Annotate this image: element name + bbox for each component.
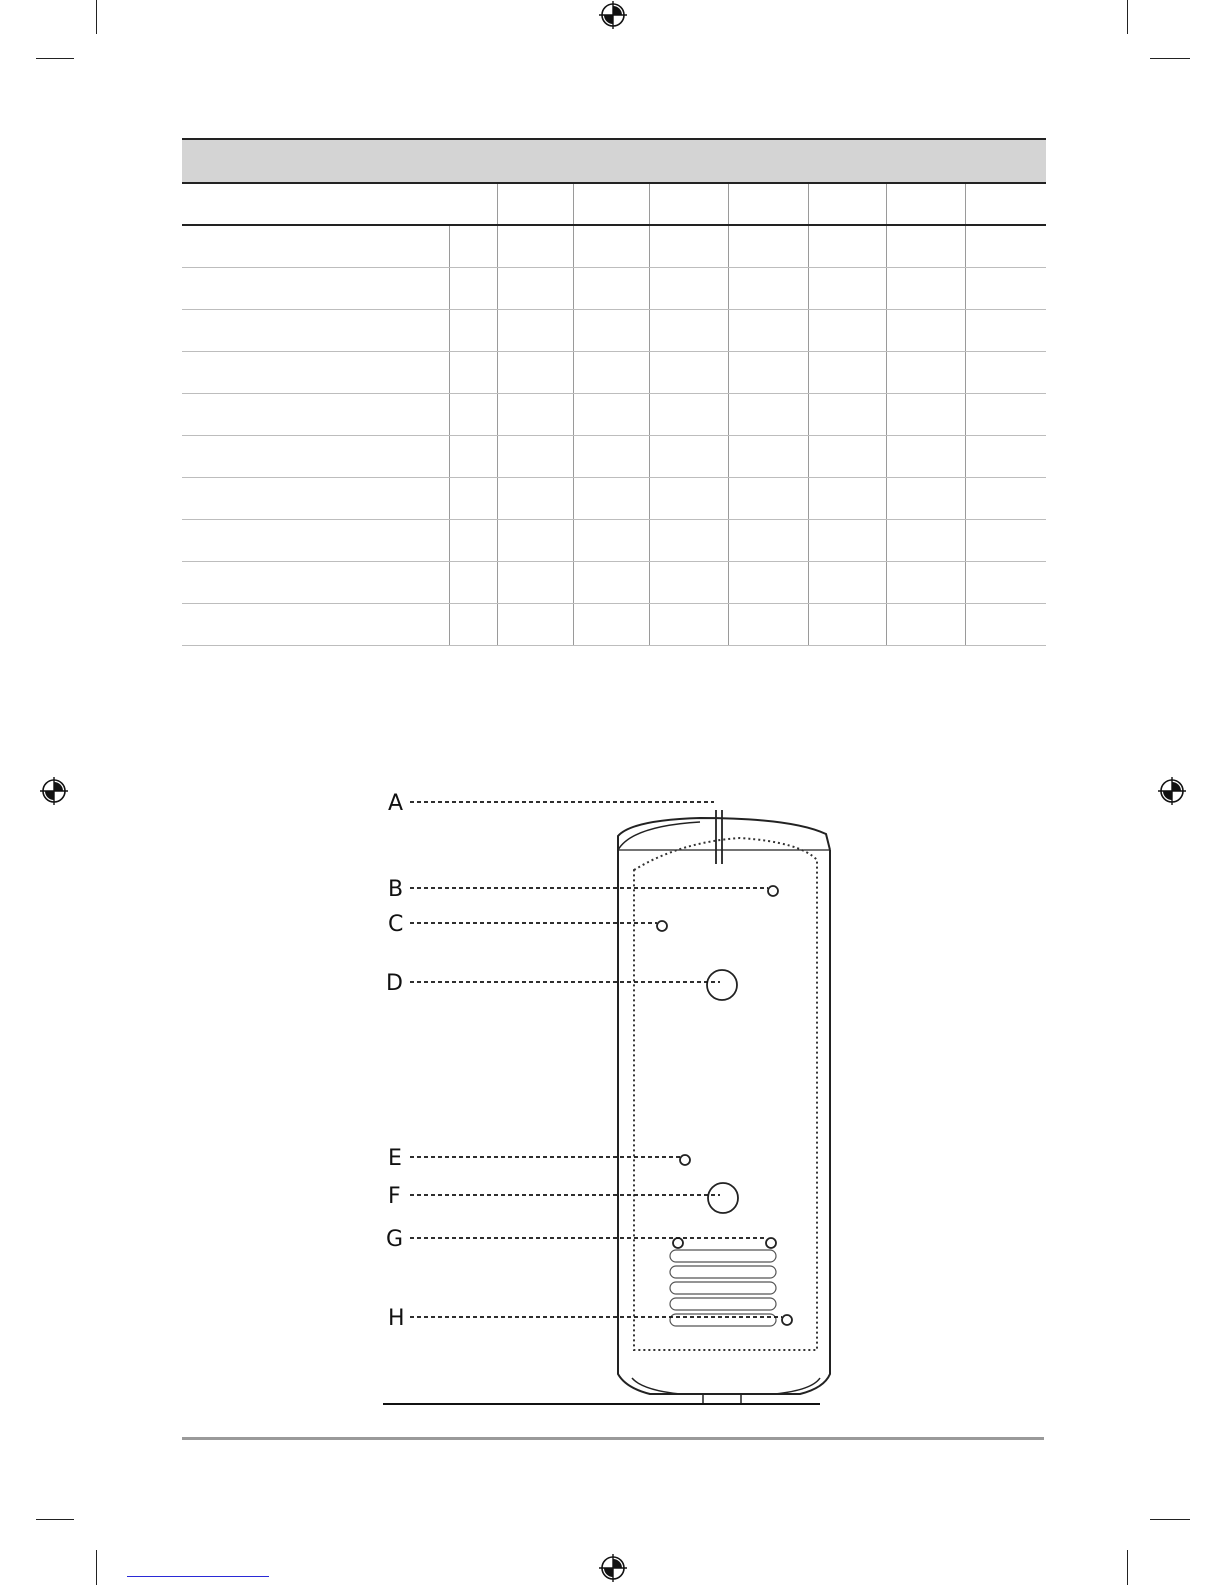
value-cell (497, 604, 573, 646)
unit-cell (449, 604, 497, 646)
value-cell (497, 478, 573, 520)
value-cell (728, 394, 808, 436)
heating-coil (670, 1250, 776, 1326)
value-cell (965, 520, 1046, 562)
registration-mark-icon (40, 777, 68, 805)
value-cell (886, 352, 965, 394)
unit-cell (449, 310, 497, 352)
value-cell (497, 225, 573, 268)
value-cell (573, 268, 649, 310)
value-cell (573, 604, 649, 646)
port-e (680, 1155, 690, 1165)
row-label-cell (182, 225, 449, 268)
table-row (182, 478, 1046, 520)
header-cell (182, 183, 497, 225)
unit-cell (449, 352, 497, 394)
registration-mark-icon (599, 1, 627, 29)
header-cell (497, 183, 573, 225)
row-label-cell (182, 394, 449, 436)
callout-label-h: H (388, 1306, 405, 1331)
callout-label-b: B (388, 877, 404, 902)
row-label-cell (182, 268, 449, 310)
cylinder-body-outline (618, 850, 830, 1394)
cylinder-top-dome-left (618, 822, 700, 850)
slug-line (127, 1576, 269, 1577)
footer-rule (182, 1437, 1044, 1440)
value-cell (649, 352, 728, 394)
crop-mark (1127, 1550, 1128, 1585)
value-cell (497, 310, 573, 352)
value-cell (728, 436, 808, 478)
crop-mark (96, 0, 97, 34)
specification-table (182, 138, 1046, 646)
value-cell (573, 520, 649, 562)
row-label-cell (182, 436, 449, 478)
value-cell (649, 225, 728, 268)
table-row (182, 394, 1046, 436)
value-cell (649, 478, 728, 520)
header-cell (808, 183, 886, 225)
value-cell (965, 268, 1046, 310)
callout-label-g: G (386, 1227, 404, 1252)
crop-mark (1127, 0, 1128, 34)
port-h (782, 1315, 792, 1325)
port-c (657, 921, 667, 931)
row-label-cell (182, 310, 449, 352)
cylinder-foot (703, 1394, 741, 1404)
value-cell (808, 604, 886, 646)
unit-cell (449, 520, 497, 562)
value-cell (728, 268, 808, 310)
table-row (182, 562, 1046, 604)
table-title (182, 139, 1046, 183)
value-cell (573, 352, 649, 394)
value-cell (573, 225, 649, 268)
table-row (182, 604, 1046, 646)
port-b (768, 886, 778, 896)
value-cell (886, 604, 965, 646)
value-cell (808, 225, 886, 268)
unit-cell (449, 478, 497, 520)
table-header-row (182, 183, 1046, 225)
value-cell (649, 310, 728, 352)
value-cell (886, 225, 965, 268)
value-cell (497, 394, 573, 436)
value-cell (497, 562, 573, 604)
crop-mark (96, 1550, 97, 1585)
unit-cell (449, 225, 497, 268)
port-f-boss (708, 1183, 738, 1213)
value-cell (886, 520, 965, 562)
value-cell (886, 268, 965, 310)
value-cell (808, 436, 886, 478)
table-row (182, 225, 1046, 268)
value-cell (808, 520, 886, 562)
value-cell (649, 562, 728, 604)
port-g-left (673, 1238, 683, 1248)
row-label-cell (182, 520, 449, 562)
value-cell (965, 478, 1046, 520)
value-cell (965, 436, 1046, 478)
unit-cell (449, 268, 497, 310)
value-cell (808, 394, 886, 436)
row-label-cell (182, 562, 449, 604)
cylinder-base (632, 1378, 820, 1394)
value-cell (965, 604, 1046, 646)
value-cell (497, 436, 573, 478)
port-g-right (766, 1238, 776, 1248)
value-cell (573, 436, 649, 478)
row-label-cell (182, 352, 449, 394)
value-cell (728, 604, 808, 646)
value-cell (728, 310, 808, 352)
row-label-cell (182, 604, 449, 646)
leader-lines (410, 802, 782, 1317)
registration-mark-icon (599, 1554, 627, 1582)
callout-label-a: A (388, 791, 404, 816)
value-cell (649, 604, 728, 646)
row-label-cell (182, 478, 449, 520)
value-cell (649, 268, 728, 310)
value-cell (573, 562, 649, 604)
callout-label-e: E (388, 1146, 402, 1171)
table-title-bar (182, 139, 1046, 183)
value-cell (886, 436, 965, 478)
crop-mark (36, 58, 74, 59)
table-row (182, 436, 1046, 478)
value-cell (497, 520, 573, 562)
table-row (182, 268, 1046, 310)
table-row (182, 310, 1046, 352)
value-cell (886, 562, 965, 604)
value-cell (808, 562, 886, 604)
header-cell (649, 183, 728, 225)
callout-label-d: D (386, 971, 403, 996)
value-cell (965, 394, 1046, 436)
header-cell (573, 183, 649, 225)
value-cell (728, 520, 808, 562)
port-d-boss (707, 970, 737, 1000)
insulation-outline (634, 838, 817, 1350)
value-cell (649, 394, 728, 436)
callout-label-f: F (388, 1184, 401, 1209)
value-cell (965, 352, 1046, 394)
table-row (182, 520, 1046, 562)
value-cell (808, 478, 886, 520)
value-cell (965, 225, 1046, 268)
header-cell (965, 183, 1046, 225)
value-cell (886, 478, 965, 520)
value-cell (965, 310, 1046, 352)
table-row (182, 352, 1046, 394)
value-cell (573, 310, 649, 352)
header-cell (886, 183, 965, 225)
value-cell (497, 268, 573, 310)
cylinder-top-dome (618, 818, 830, 850)
crop-mark (36, 1519, 74, 1520)
cylinder-diagram (380, 790, 840, 1410)
value-cell (573, 478, 649, 520)
unit-cell (449, 562, 497, 604)
value-cell (808, 268, 886, 310)
value-cell (728, 352, 808, 394)
value-cell (808, 310, 886, 352)
value-cell (573, 394, 649, 436)
value-cell (497, 352, 573, 394)
value-cell (728, 478, 808, 520)
value-cell (728, 225, 808, 268)
header-cell (728, 183, 808, 225)
value-cell (728, 562, 808, 604)
crop-mark (1150, 1519, 1190, 1520)
registration-mark-icon (1158, 777, 1186, 805)
unit-cell (449, 394, 497, 436)
value-cell (886, 394, 965, 436)
callout-label-c: C (388, 912, 404, 937)
value-cell (808, 352, 886, 394)
unit-cell (449, 436, 497, 478)
value-cell (649, 436, 728, 478)
crop-mark (1150, 58, 1190, 59)
value-cell (649, 520, 728, 562)
value-cell (886, 310, 965, 352)
value-cell (965, 562, 1046, 604)
